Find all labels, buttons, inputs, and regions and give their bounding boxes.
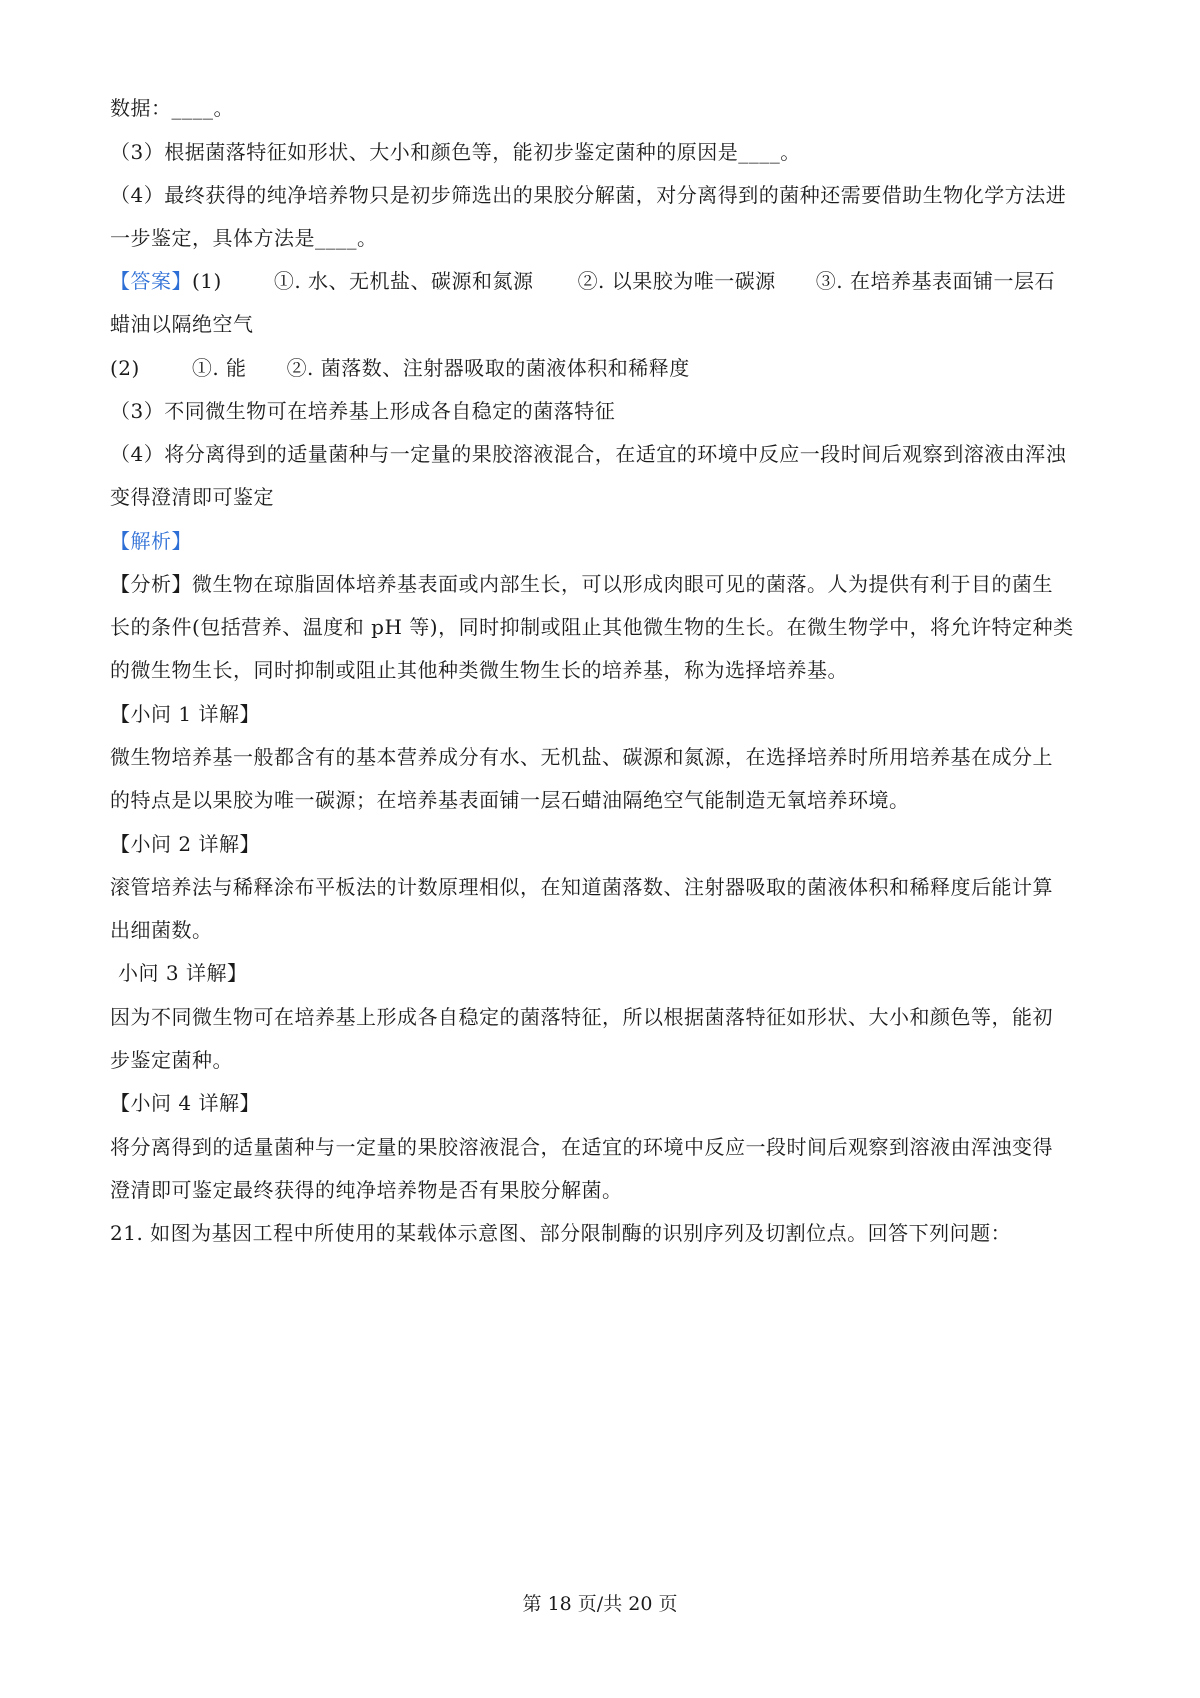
- answer-line-3: （3）不同微生物可在培养基上形成各自稳定的菌落特征: [110, 399, 616, 423]
- text-line: 一步鉴定，具体方法是____。: [110, 226, 378, 250]
- subquestion-4-heading: 【小问 4 详解】: [110, 1091, 260, 1115]
- text-line: 澄清即可鉴定最终获得的纯净培养物是否有果胶分解菌。: [110, 1178, 623, 1202]
- subquestion-1-heading: 【小问 1 详解】: [110, 702, 260, 726]
- text-line: 长的条件(包括营养、温度和 pH 等)，同时抑制或阻止其他微生物的生长。在微生物学中，将允许特定种类: [110, 615, 1074, 639]
- analysis-paragraph: 【分析】微生物在琼脂固体培养基表面或内部生长，可以形成肉眼可见的菌落。人为提供有利于目的菌生: [110, 572, 1053, 596]
- analysis-heading: 【解析】: [110, 529, 192, 553]
- answer-line-2: [110, 354, 1100, 382]
- answer-number: (2): [110, 356, 140, 380]
- text-line: 将分离得到的适量菌种与一定量的果胶溶液混合，在适宜的环境中反应一段时间后观察到溶液由浑浊变得: [110, 1135, 1053, 1159]
- answer-item-1: ①. 能: [191, 356, 247, 380]
- subquestion-2-heading: 【小问 2 详解】: [110, 832, 260, 856]
- answer-item-2: ②. 以果胶为唯一碳源: [577, 269, 776, 293]
- answer-line-4: （4）将分离得到的适量菌种与一定量的果胶溶液混合，在适宜的环境中反应一段时间后观察到溶液由浑浊: [110, 442, 1067, 466]
- answer-line-1: [110, 267, 1100, 295]
- answer-tag: 【答案】: [110, 269, 192, 293]
- question-4: （4）最终获得的纯净培养物只是初步筛选出的果胶分解菌，对分离得到的菌种还需要借助生物化学方法进: [110, 183, 1067, 207]
- text-line: 变得澄清即可鉴定: [110, 485, 274, 509]
- text-line: 滚管培养法与稀释涂布平板法的计数原理相似，在知道菌落数、注射器吸取的菌液体积和稀释度后能计算: [110, 875, 1053, 899]
- answer-item-2: ②. 菌落数、注射器吸取的菌液体积和稀释度: [286, 356, 690, 380]
- text-line: 蜡油以隔绝空气: [110, 312, 254, 336]
- text-line: 微生物培养基一般都含有的基本营养成分有水、无机盐、碳源和氮源，在选择培养时所用培养基在成分上: [110, 745, 1053, 769]
- text-line: 的特点是以果胶为唯一碳源；在培养基表面铺一层石蜡油隔绝空气能制造无氧培养环境。: [110, 788, 910, 812]
- answer-item-3: ③. 在培养基表面铺一层石: [815, 269, 1055, 293]
- text-line: 步鉴定菌种。: [110, 1048, 233, 1072]
- text-line: 出细菌数。: [110, 918, 213, 942]
- answer-item-1: ①. 水、无机盐、碳源和氮源: [273, 269, 534, 293]
- text-line: 数据：____。: [110, 96, 234, 120]
- question-21: 21. 如图为基因工程中所使用的某载体示意图、部分限制酶的识别序列及切割位点。回答下列问题：: [110, 1221, 1012, 1245]
- page-number-footer: 第 18 页/共 20 页: [522, 1593, 678, 1615]
- answer-number: (1): [192, 269, 222, 293]
- subquestion-3-heading: 小问 3 详解】: [118, 961, 248, 985]
- text-line: 的微生物生长，同时抑制或阻止其他种类微生物生长的培养基，称为选择培养基。: [110, 658, 848, 682]
- text-line: 因为不同微生物可在培养基上形成各自稳定的菌落特征，所以根据菌落特征如形状、大小和颜色等，能初: [110, 1005, 1053, 1029]
- question-3: （3）根据菌落特征如形状、大小和颜色等，能初步鉴定菌种的原因是____。: [110, 140, 801, 164]
